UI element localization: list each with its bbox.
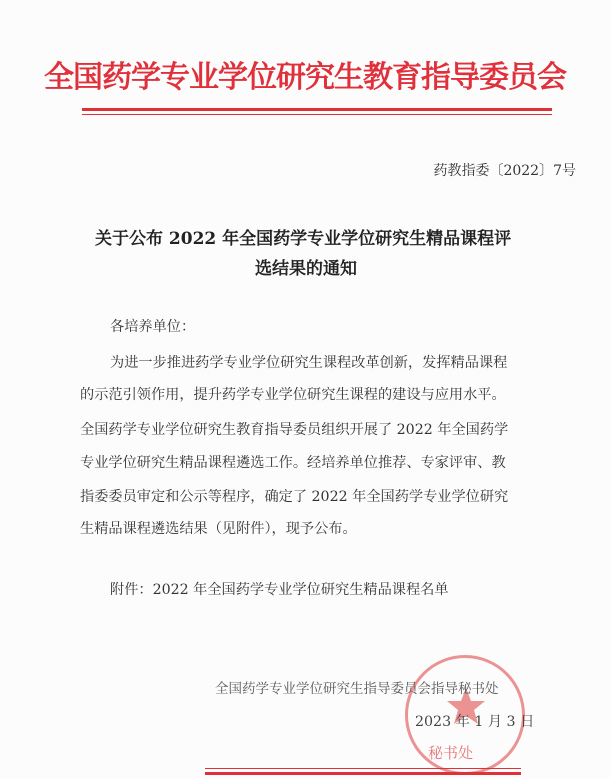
document-number: 药教指委〔2022〕7号 <box>433 163 576 179</box>
seal-office-text: 秘书处 <box>428 744 474 762</box>
title-line-1: 关于公布 2022 年全国药学专业学位研究生精品课程评 <box>95 229 512 249</box>
salutation: 各培养单位： <box>110 319 196 335</box>
footer-divider-thin <box>205 768 521 769</box>
issue-date: 2023 年 1 月 3 日 <box>415 714 535 730</box>
issuer-signature: 全国药学专业学位研究生指导委员会指导秘书处 <box>215 681 499 697</box>
body-line: 全国药学专业学位研究生教育指导委员组织开展了 2022 年全国药学 <box>80 422 509 438</box>
footer-divider-thick <box>205 772 521 775</box>
header-divider-thin <box>82 114 552 115</box>
body-line: 专业学位研究生精品课程遴选工作。经培养单位推荐、专家评审、教 <box>80 455 506 471</box>
body-line: 指委委员审定和公示等程序，确定了 2022 年全国药学专业学位研究 <box>80 489 509 505</box>
document-title <box>95 224 545 284</box>
body-line: 的示范引领作用，提升药学专业学位研究生课程的建设与应用水平。 <box>80 387 506 403</box>
header-divider-thick <box>82 108 552 111</box>
title-line-2: 选结果的通知 <box>255 259 357 279</box>
letterhead-org-name: 全国药学专业学位研究生教育指导委员会 <box>44 60 566 95</box>
attachment-note: 附件：2022 年全国药学专业学位研究生精品课程名单 <box>110 582 449 598</box>
body-line: 为进一步推进药学专业学位研究生课程改革创新，发挥精品课程 <box>110 355 508 371</box>
body-line: 生精品课程遴选结果（见附件），现予公布。 <box>80 521 357 537</box>
